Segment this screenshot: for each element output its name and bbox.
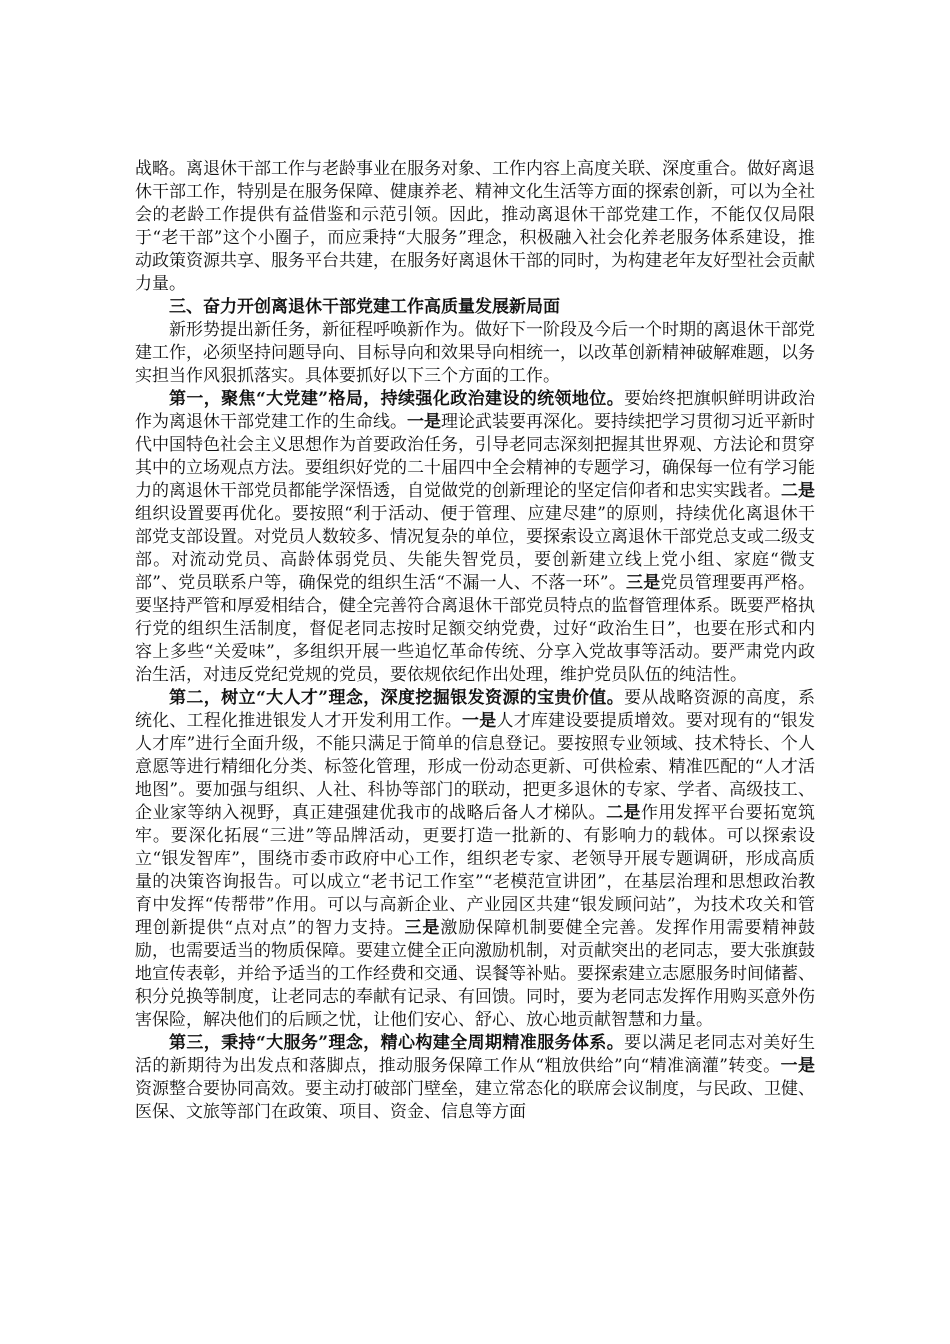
section-heading-3: 三、奋力开创离退休干部党建工作高质量发展新局面 [169,297,560,317]
paragraph-second-task [135,687,815,1032]
second-task-key-2: 二是 [606,803,641,823]
first-task-key-2: 二是 [781,481,815,501]
second-task-key-1: 一是 [462,711,497,731]
paragraph-overview: 新形势提出新任务，新征程呼唤新作为。做好下一阶段及今后一个时期的离退休干部党建工作，必须坚持问题导向、目标导向和效果导向相统一，以改革创新精神破解难题，以务实担当作风狠抓落实。具体要抓好以下三个方面的工作。 [135,320,815,386]
first-task-text-1: 要始终把旗帜鲜明讲政治作为离退休干部党建工作的生命线。 [135,389,815,432]
first-task-text-2: 理论武装要再深化。要持续把学习贯彻习近平新时代中国特色社会主义思想作为首要政治任务，引导老同志深刻把握其世界观、方法论和贯穿其中的立场观点方法。要组织好党的二十届四中全会精神的专题学习，确保每一位有学习能力的离退休干部党员都能学深悟透，自觉做党的创新理论的坚定信仰者和忠实实践者。 [135,412,815,501]
document-page [135,158,815,1124]
second-task-title: 第二，树立“大人才”理念，深度挖掘银发资源的宝贵价值。 [169,688,625,708]
first-task-text-4: 党员管理要再严格。要坚持严管和厚爱相结合，健全完善符合离退休干部党员特点的监督管理体系。既要严格执行党的组织生活制度，督促老同志按时足额交纳党费，过好“政治生日”，也要在形式和内容上多些“关爱味”，多组织开展一些追忆革命传统、分享入党故事等活动。要严肃党内政治生活，对违反党纪党规的党员，要依规依纪作出处理，维护党员队伍的纯洁性。 [135,573,816,685]
paragraph-intro-continuation: 战略。离退休干部工作与老龄事业在服务对象、工作内容上高度关联、深度重合。做好离退休干部工作，特别是在服务保障、健康养老、精神文化生活等方面的探索创新，可以为全社会的老龄工作提供有益借鉴和示范引领。因此，推动离退休干部党建工作，不能仅仅局限于“老干部”这个小圈子，而应秉持“大服务”理念，积极融入社会化养老服务体系建设，推动政策资源共享、服务平台共建，在服务好离退休干部的同时，为构建老年友好型社会贡献力量。 [135,159,815,294]
third-task-text-1: 要以满足老同志对美好生活的新期待为出发点和落脚点，推动服务保障工作从“粗放供给”向“精准滴灌”转变。 [135,1033,815,1076]
second-task-key-3: 三是 [404,918,441,938]
paragraph-first-task [135,388,815,687]
first-task-key-3: 三是 [626,573,661,593]
third-task-text-2: 资源整合要协同高效。要主动打破部门壁垒，建立常态化的联席会议制度，与民政、卫健、医保、文旅等部门在政策、项目、资金、信息等方面 [135,1079,815,1122]
first-task-key-1: 一是 [407,412,441,432]
second-task-text-3: 作用发挥平台要拓宽筑牢。要深化拓展“三进”等品牌活动，更要打造一批新的、有影响力的载体。可以探索设立“银发智库”，围绕市委市政府中心工作，组织老专家、老领导开展专题调研，形成高质量的决策咨询报告。可以成立“老书记工作室”“老模范宣讲团”，在基层治理和思想政治教育中发挥“传帮带”作用。可以与高新企业、产业园区共建“银发顾问站”，为技术攻关和管理创新提供“点对点”的智力支持。 [135,803,816,938]
first-task-title: 第一，聚焦“大党建”格局，持续强化政治建设的统领地位。 [169,389,625,409]
third-task-key-1: 一是 [780,1056,815,1076]
paragraph-third-task [135,1032,815,1124]
first-task-text-3: 组织设置要再优化。要按照“利于活动、便于管理、应建尽建”的原则，持续优化离退休干部党支部设置。对党员人数较多、情况复杂的单位，要探索设立离退休干部党总支或二级支部。对流动党员、高龄体弱党员、失能失智党员，要创新建立线上党小组、家庭“微支部”、党员联系户等，确保党的组织生活“不漏一人、不落一环”。 [135,504,815,593]
third-task-title: 第三，秉持“大服务”理念，精心构建全周期精准服务体系。 [169,1033,625,1053]
second-task-text-4: 激励保障机制要健全完善。发挥作用需要精神鼓励，也需要适当的物质保障。要建立健全正向激励机制，对贡献突出的老同志，要大张旗鼓地宣传表彰，并给予适当的工作经费和交通、误餐等补贴。要探索建立志愿服务时间储蓄、积分兑换等制度，让老同志的奉献有记录、有回馈。同时，要为老同志发挥作用购买意外伤害保险，解决他们的后顾之忧，让他们安心、舒心、放心地贡献智慧和力量。 [135,918,816,1030]
second-task-text-2: 人才库建设要提质增效。要对现有的“银发人才库”进行全面升级，不能只满足于简单的信息登记。要按照专业领域、技术特长、个人意愿等进行精细化分类、标签化管理，形成一份动态更新、可供检索、精准匹配的“人才活地图”。要加强与组织、人社、科协等部门的联动，把更多退休的专家、学者、高级技工、企业家等纳入视野，真正建强建优我市的战略后备人才梯队。 [135,711,816,823]
second-task-text-1: 要从战略资源的高度，系统化、工程化推进银发人才开发利用工作。 [135,688,815,731]
